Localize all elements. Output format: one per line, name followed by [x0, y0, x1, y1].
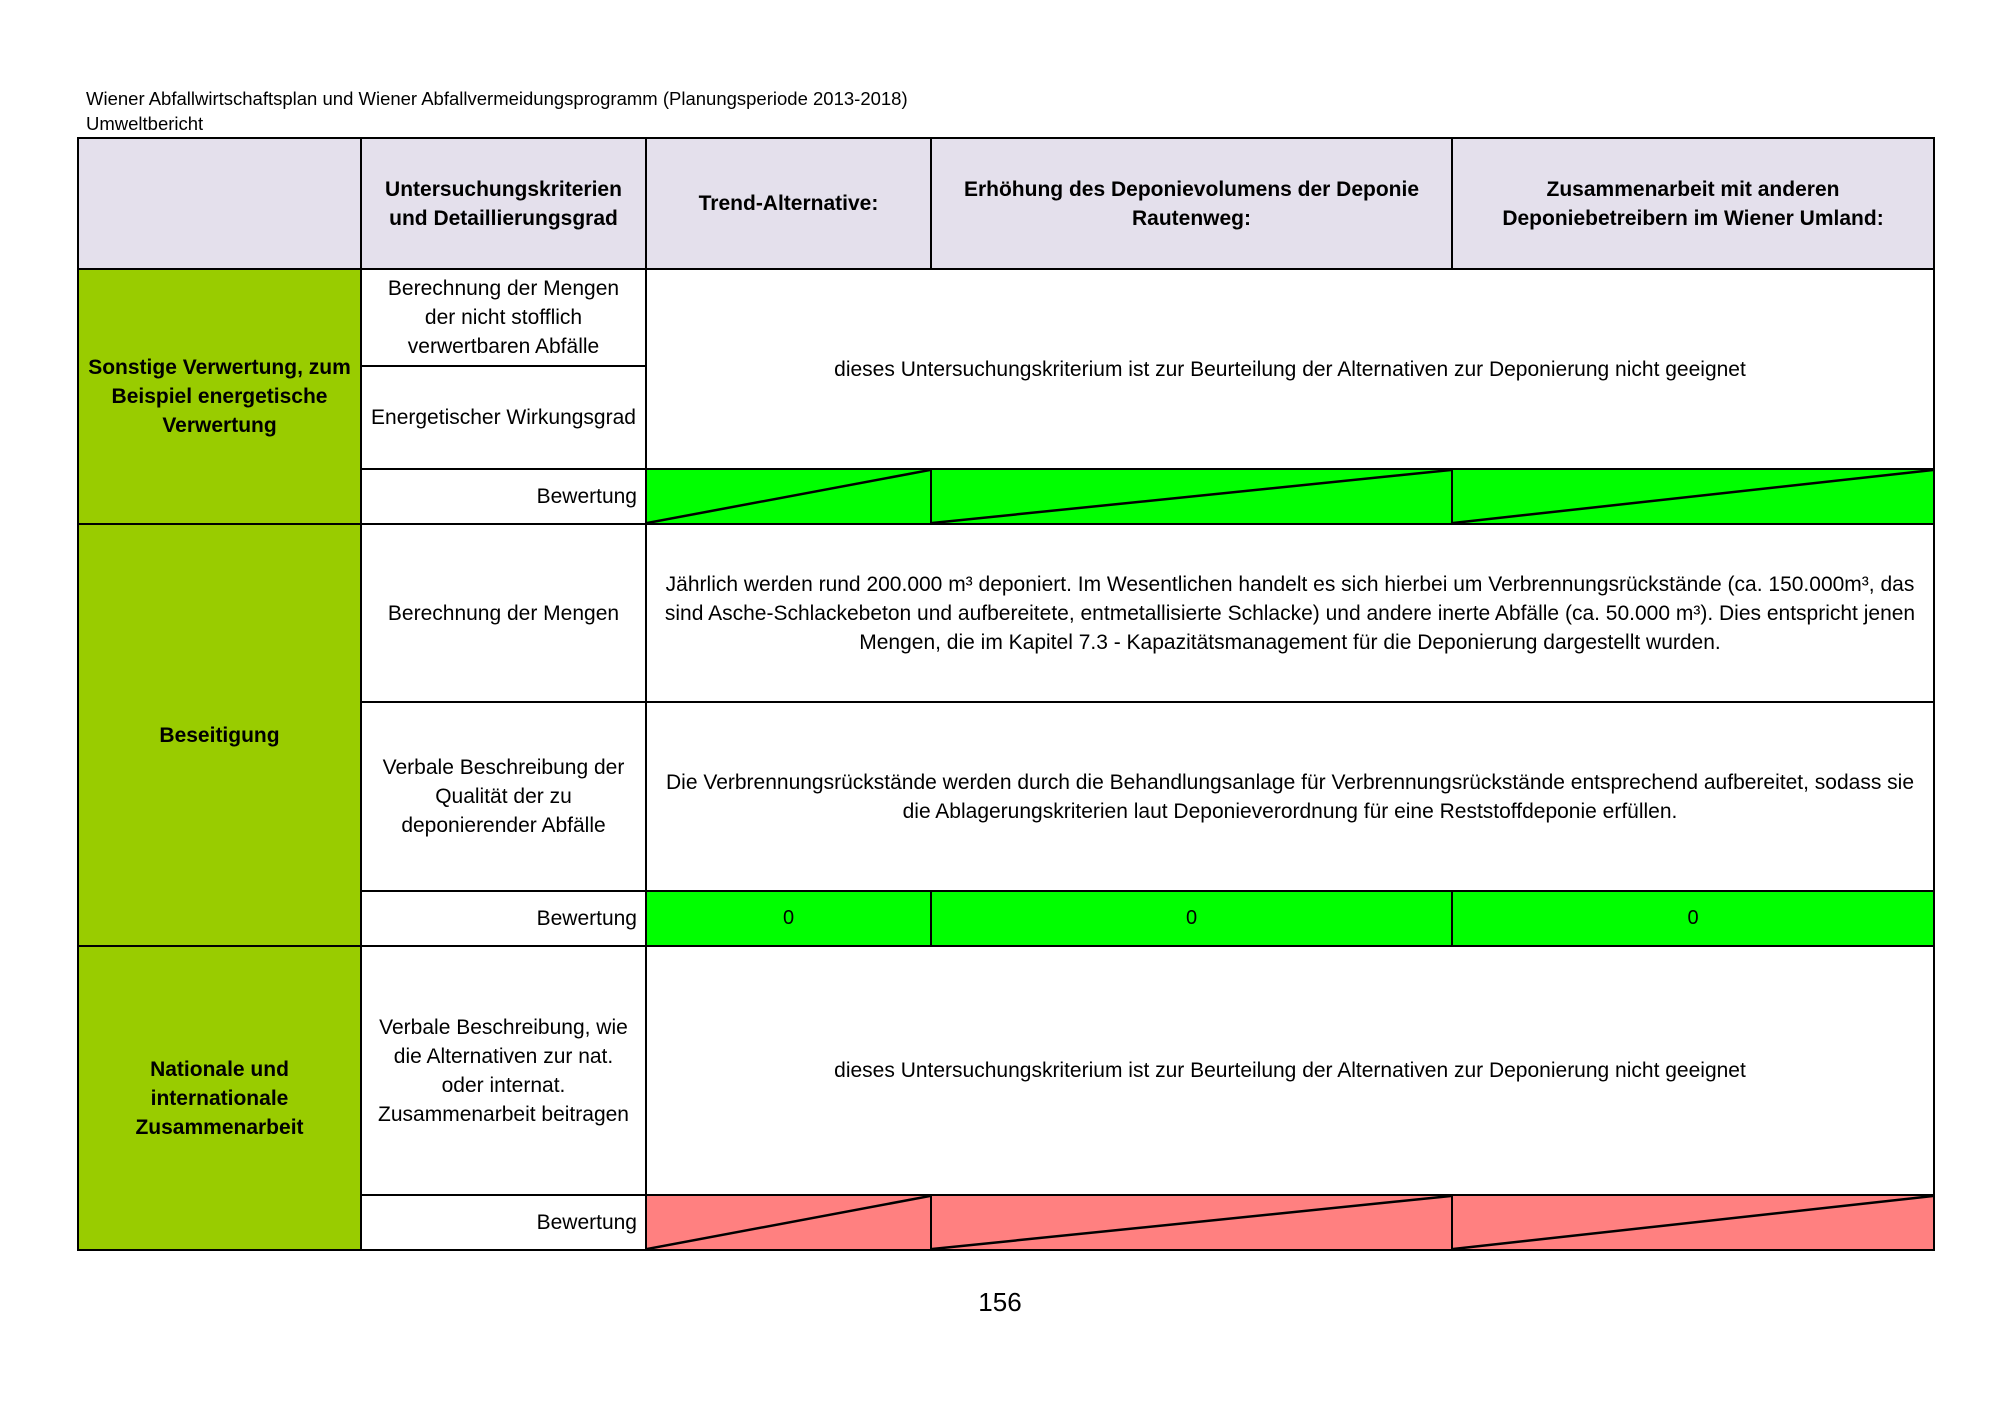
not-suitable-text: dieses Untersuchungskriterium ist zur Beurteilung der Alternativen zur Deponierung nicht geeignet [646, 946, 1934, 1195]
table-header-row [78, 138, 1934, 269]
not-applicable-diagonal [1453, 470, 1933, 523]
criterion-energetischer-wirkungsgrad: Energetischer Wirkungsgrad [361, 366, 646, 469]
document-header [86, 86, 908, 136]
category-zusammenarbeit: Nationale und internationale Zusammenarbeit [78, 946, 361, 1250]
criterion-mengen-nicht-stofflich: Berechnung der Mengen der nicht stofflich verwertbaren Abfälle [361, 269, 646, 366]
document-title: Wiener Abfallwirtschaftsplan und Wiener Abfallvermeidungsprogramm (Planungsperiode 2013-2018) [86, 88, 908, 109]
table-row [78, 269, 1934, 366]
category-beseitigung: Beseitigung [78, 524, 361, 946]
not-applicable-diagonal [932, 1196, 1451, 1249]
header-criteria: Untersuchungskriterien und Detaillierungsgrad [361, 138, 646, 269]
table-row [78, 946, 1934, 1195]
criterion-qualitaet: Verbale Beschreibung der Qualität der zu deponierender Abfälle [361, 702, 646, 891]
not-applicable-diagonal [1453, 1196, 1933, 1249]
rating-label: Bewertung [361, 1195, 646, 1250]
rating-cell-volume [931, 1195, 1452, 1250]
score-trend: 0 [646, 891, 931, 946]
not-suitable-text: dieses Untersuchungskriterium ist zur Beurteilung der Alternativen zur Deponierung nicht geeignet [646, 269, 1934, 469]
header-trend-alternative: Trend-Alternative: [646, 138, 931, 269]
category-sonstige-verwertung: Sonstige Verwertung, zum Beispiel energetische Verwertung [78, 269, 361, 524]
criterion-zusammenarbeit: Verbale Beschreibung, wie die Alternativen zur nat. oder internat. Zusammenarbeit beitragen [361, 946, 646, 1195]
not-applicable-diagonal [647, 1196, 930, 1249]
criterion-berechnung-mengen: Berechnung der Mengen [361, 524, 646, 702]
header-volume-increase: Erhöhung des Deponievolumens der Deponie Rautenweg: [931, 138, 1452, 269]
not-applicable-diagonal [932, 470, 1451, 523]
rating-label: Bewertung [361, 891, 646, 946]
not-applicable-diagonal [647, 470, 930, 523]
quality-description: Die Verbrennungsrückstände werden durch die Behandlungsanlage für Verbrennungsrückstände entsprechend aufbereitet, sodass sie die Ablagerungskriterien laut Deponieverordnung für eine Reststoffdeponie erfüllen. [646, 702, 1934, 891]
rating-cell-volume [931, 469, 1452, 524]
document-subtitle: Umweltbericht [86, 113, 204, 134]
rating-label: Bewertung [361, 469, 646, 524]
table-row [78, 524, 1934, 702]
rating-cell-cooperation [1452, 1195, 1934, 1250]
rating-cell-trend [646, 1195, 931, 1250]
rating-cell-trend [646, 469, 931, 524]
rating-cell-cooperation [1452, 469, 1934, 524]
header-cooperation: Zusammenarbeit mit anderen Deponiebetreibern im Wiener Umland: [1452, 138, 1934, 269]
quantity-description: Jährlich werden rund 200.000 m³ deponiert. Im Wesentlichen handelt es sich hierbei um Verbrennungsrückstände (ca. 150.000m³, das sind Asche-Schlackebeton und aufbereitete, entmetallisierte Schlacke) und andere inerte Abfälle (ca. 50.000 m³). Dies entspricht jenen Mengen, die im Kapitel 7.3 - Kapazitätsmanagement für die Deponierung dargestellt wurden. [646, 524, 1934, 702]
page-number: 156 [978, 1287, 1022, 1317]
score-cooperation: 0 [1452, 891, 1934, 946]
score-volume: 0 [931, 891, 1452, 946]
header-empty-cell [78, 138, 361, 269]
assessment-table [77, 137, 1935, 1251]
